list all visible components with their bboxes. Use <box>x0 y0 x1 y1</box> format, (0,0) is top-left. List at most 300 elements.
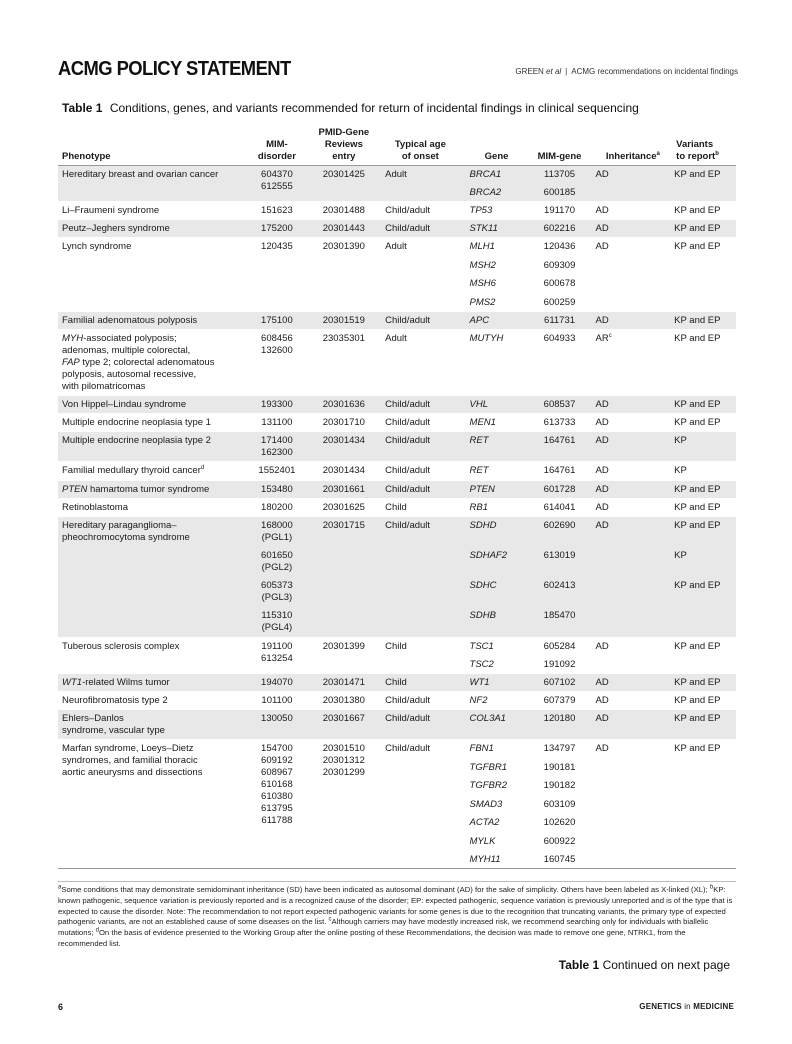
cell-phenotype: Multiple endocrine neoplasia type 1 <box>62 416 211 428</box>
phenotype-line: syndrome, vascular type <box>62 725 165 736</box>
cell-pmid: 20301434 <box>322 464 365 476</box>
cell-mim-gene: 607102 <box>526 674 594 692</box>
gene-symbol: MYLK <box>469 835 496 847</box>
variants-value: KP and EP <box>674 519 721 531</box>
cell-inheritance: AD <box>595 501 609 513</box>
mim-value: 604370 <box>261 168 293 180</box>
cell-phenotype <box>58 461 249 480</box>
cell-mim: 101100 <box>261 695 293 706</box>
running-head-separator: | <box>565 67 568 76</box>
phenotype-gene-italic: FAP <box>62 356 80 368</box>
header-pmid-line2: Reviews <box>324 138 363 150</box>
pmid-value: 20301510 <box>322 743 365 754</box>
continued-text: Continued on next page <box>602 958 730 972</box>
cell-mim-gene: 608537 <box>526 395 594 413</box>
mim-group <box>251 550 302 580</box>
mim-note: (PGL2) <box>261 561 293 573</box>
table-row <box>58 238 736 312</box>
cell-inheritance: AD <box>595 241 609 252</box>
cell-pmid: 20301425 <box>305 165 384 202</box>
mim-value: 171400 <box>261 434 293 446</box>
mim-gene-value: 602690 <box>543 519 576 531</box>
header-mim-disorder-line2: disorder <box>257 150 296 162</box>
cell-phenotype: Tuberous sclerosis complex <box>62 640 180 652</box>
running-head-authors: GREEN <box>515 67 544 76</box>
cell-mim: 193300 <box>249 395 304 413</box>
cell-gene <box>458 516 526 637</box>
cell-mim-gene: 120180 <box>526 710 594 740</box>
cell-variants: KP and EP <box>672 165 736 202</box>
cell-age: Child/adult <box>383 431 457 461</box>
cell-inheritance: AD <box>594 516 673 637</box>
mim-value: 610168 <box>261 779 293 790</box>
gene-symbol: BRCA1 <box>469 168 502 180</box>
footnote-b: KP: known pathogenic, sequence variation is previously reported and is a recognized cause of the disorder; EP: expected pathogenic, sequence variation is previously unreported and is of the type that is expected to cause the disorder. Note: The recommendation to not report expected pathogenic variants for some genes is due to the recognition that truncating variants, the primary type of expected pathogenic variants, are not an established cause of some diseases on the list. <box>58 885 733 927</box>
cell-mim <box>249 165 304 202</box>
mim-gene-value: 113705 <box>544 168 576 180</box>
cell-mim: 1552401 <box>258 464 296 476</box>
cell-mim-gene: 607379 <box>543 695 576 706</box>
table-row <box>58 674 736 692</box>
cell-age: Adult <box>385 241 407 252</box>
cell-inheritance: AD <box>595 640 609 652</box>
cell-pmid: 20301380 <box>322 695 365 706</box>
mim-value: 605373 <box>261 579 293 591</box>
phenotype-text: Familial medullary thyroid cancer <box>62 464 201 476</box>
cell-mim: 194070 <box>249 674 304 692</box>
header-pmid-line1: PMID-Gene <box>318 126 370 138</box>
table-row <box>58 480 736 498</box>
cell-variants: KP and EP <box>672 311 736 329</box>
mim-group <box>251 580 302 610</box>
mim-value: 613254 <box>261 652 293 664</box>
cell-mim-gene: 604933 <box>543 332 576 344</box>
header-mim-disorder-line1: MIM- <box>266 138 288 150</box>
cell-mim <box>249 637 304 674</box>
cell-pmid: 20301399 <box>322 640 365 652</box>
phenotype-line <box>62 357 247 369</box>
gene-symbol: BRCA2 <box>469 187 502 198</box>
mim-value: 613795 <box>261 803 293 814</box>
header-pmid <box>305 121 384 165</box>
cell-inheritance: AD <box>594 674 673 692</box>
mim-value: 612555 <box>261 180 293 192</box>
cell-gene: COL3A1 <box>458 710 526 740</box>
table-row <box>58 220 736 238</box>
mim-value: 608967 <box>261 767 293 778</box>
cell-inheritance: AD <box>594 431 673 461</box>
cell-mim-gene <box>526 637 594 674</box>
cell-pmid: 20301488 <box>322 205 365 216</box>
page-number: 6 <box>58 1002 64 1012</box>
cell-variants: KP <box>674 464 687 476</box>
table-row <box>58 461 736 480</box>
cell-age: Child/adult <box>385 743 431 754</box>
mim-value: 611788 <box>261 815 293 826</box>
header-inheritance-sup: a <box>656 150 660 157</box>
cell-age: Child/adult <box>383 395 457 413</box>
footnote-d-marker: d <box>95 927 99 934</box>
phenotype-sup: d <box>200 464 205 471</box>
gene-symbol: TSC1 <box>469 640 494 652</box>
mim-gene-value: 120436 <box>543 241 576 252</box>
cell-variants: KP and EP <box>674 695 721 706</box>
table-header-row <box>58 121 736 165</box>
cell-gene: PTEN <box>458 480 526 498</box>
cell-gene: RET <box>458 431 526 461</box>
phenotype-line: polyposis, autosomal recessive, <box>62 368 197 380</box>
cell-gene: VHL <box>458 395 526 413</box>
table-row <box>58 413 736 431</box>
cell-phenotype <box>58 674 249 692</box>
mim-gene-value: 191092 <box>543 659 576 670</box>
journal-name <box>639 1002 734 1011</box>
cell-variants: KP and EP <box>672 395 736 413</box>
cell-variants: KP and EP <box>674 640 721 652</box>
phenotype-line: aortic aneurysms and dissections <box>62 767 203 778</box>
gene-symbol: ACTA2 <box>469 817 500 828</box>
phenotype-text: hamartoma tumor syndrome <box>87 483 210 495</box>
phenotype-line: syndromes, and familial thoracic <box>62 755 198 766</box>
gene-symbol: TGFBR1 <box>469 761 508 773</box>
cell-age: Child/adult <box>385 416 431 428</box>
gene-symbol: SMAD3 <box>469 798 503 810</box>
phenotype-line: Hereditary paraganglioma– <box>62 519 177 531</box>
mim-gene-value: 185470 <box>543 609 576 621</box>
pmid-value: 20301299 <box>322 767 365 778</box>
cell-variants: KP <box>672 431 736 461</box>
pmid-value: 20301312 <box>322 755 365 766</box>
cell-mim: 175200 <box>249 220 304 238</box>
gene-symbol: FBN1 <box>469 743 494 754</box>
journal-name-part: GENETICS <box>639 1002 682 1011</box>
mim-value: 162300 <box>261 446 293 458</box>
cell-age: Child/adult <box>385 464 431 476</box>
cell-variants <box>672 516 736 637</box>
footnote-d: On the basis of evidence presented to the Working Group after the online posting of these Recommendations, the decision was made to remove one gene, NTRK1, from the recommended list. <box>58 928 686 948</box>
table-row <box>58 202 736 220</box>
mim-gene-value: 609309 <box>543 259 576 271</box>
cell-phenotype: Familial adenomatous polyposis <box>58 311 249 329</box>
cell-inheritance: AD <box>594 220 673 238</box>
cell-mim-gene: 613733 <box>543 416 576 428</box>
cell-pmid: 20301471 <box>305 674 384 692</box>
cell-inheritance: AD <box>595 743 609 754</box>
cell-phenotype: Peutz–Jeghers syndrome <box>58 220 249 238</box>
cell-gene: MEN1 <box>469 416 496 428</box>
cell-variants: KP and EP <box>674 501 721 513</box>
header-mim-disorder <box>249 121 304 165</box>
cell-inheritance: AD <box>594 710 673 740</box>
cell-gene: MUTYH <box>469 332 504 344</box>
header-age-line2: of onset <box>401 150 439 162</box>
mim-gene-value: 190181 <box>543 761 576 773</box>
variants-value: KP <box>674 549 687 561</box>
cell-mim: 151623 <box>261 205 293 216</box>
phenotype-gene-italic: PTEN <box>62 483 88 495</box>
cell-pmid: 20301390 <box>322 241 365 252</box>
mim-value: 132600 <box>261 344 293 356</box>
phenotype-text: type 2; colorectal adenomatous <box>79 356 215 368</box>
mim-value: 601650 <box>261 549 293 561</box>
cell-mim-gene <box>526 516 594 637</box>
gene-symbol: SDHAF2 <box>469 549 508 561</box>
header-variants-line2 <box>676 151 734 163</box>
cell-pmid: 20301519 <box>305 311 384 329</box>
cell-pmid: 20301625 <box>322 501 365 513</box>
gene-symbol: SDHD <box>469 519 497 531</box>
cell-age: Child/adult <box>383 480 457 498</box>
mim-value: 168000 <box>261 519 293 531</box>
running-head <box>515 67 738 76</box>
cell-inheritance: AD <box>594 480 673 498</box>
table-row <box>58 431 736 461</box>
cell-mim-gene: 602216 <box>526 220 594 238</box>
cell-age: Adult <box>383 165 457 202</box>
footnote-b-marker: b <box>709 884 714 891</box>
phenotype-line: Ehlers–Danlos <box>62 713 124 724</box>
cell-gene: APC <box>458 311 526 329</box>
cell-gene: RB1 <box>469 501 489 513</box>
cell-gene: TP53 <box>469 205 493 216</box>
continued-note <box>559 958 730 972</box>
cell-mim <box>249 740 304 869</box>
cell-phenotype: Hereditary breast and ovarian cancer <box>58 165 249 202</box>
header-mim-gene: MIM-gene <box>526 121 594 165</box>
cell-mim <box>249 329 304 395</box>
cell-mim: 180200 <box>261 501 293 513</box>
mim-gene-value: 600678 <box>543 278 576 289</box>
footnote-block <box>58 885 736 950</box>
gene-symbol: MYH11 <box>469 854 501 865</box>
mim-group <box>251 520 302 550</box>
cell-age: Child/adult <box>385 205 431 216</box>
journal-name-part: in <box>684 1002 691 1011</box>
header-variants-line1: Variants <box>676 138 714 150</box>
cell-inheritance: AD <box>594 395 673 413</box>
table-row <box>58 740 736 869</box>
cell-pmid: 20301443 <box>305 220 384 238</box>
mim-gene-value: 160745 <box>543 854 576 865</box>
cell-gene <box>458 740 526 869</box>
phenotype-line <box>62 333 247 345</box>
table-row <box>58 637 736 674</box>
table-footnotes <box>58 881 736 950</box>
page-header <box>58 58 738 82</box>
inheritance-sup: c <box>608 332 612 339</box>
cell-inheritance: AD <box>595 464 609 476</box>
cell-mim: 131100 <box>261 416 293 428</box>
cell-pmid: 20301667 <box>305 710 384 740</box>
phenotype-gene-italic: WT1 <box>62 677 83 688</box>
cell-phenotype: Neurofibromatosis type 2 <box>62 695 168 706</box>
mim-gene-value: 600185 <box>543 187 576 198</box>
phenotype-line: Marfan syndrome, Loeys–Dietz <box>62 743 194 754</box>
cell-age: Child <box>385 501 407 513</box>
mim-group <box>251 610 302 637</box>
table-caption-label: Table 1 <box>62 101 103 115</box>
cell-age: Child/adult <box>383 311 457 329</box>
running-head-title: ACMG recommendations on incidental findings <box>571 67 738 76</box>
mim-note: (PGL4) <box>261 621 293 633</box>
table-caption-text: Conditions, genes, and variants recommended for return of incidental findings in clinical sequencing <box>109 101 639 115</box>
cell-inheritance: AD <box>594 165 673 202</box>
table-row <box>58 311 736 329</box>
gene-symbol: TGFBR2 <box>469 780 508 791</box>
cell-inheritance <box>594 329 673 395</box>
mim-gene-value: 603109 <box>543 798 576 810</box>
mim-note: (PGL3) <box>261 591 293 603</box>
mim-gene-value: 102620 <box>543 817 576 828</box>
cell-pmid: 20301715 <box>305 516 384 637</box>
mim-gene-value: 600259 <box>543 296 576 308</box>
table-caption <box>62 101 639 115</box>
cell-inheritance: AD <box>594 311 673 329</box>
header-inheritance-text: Inheritance <box>605 150 657 162</box>
table-row <box>58 516 736 637</box>
table-row <box>58 710 736 740</box>
gene-symbol: PMS2 <box>469 296 496 308</box>
cell-mim-gene <box>526 740 594 869</box>
header-variants-sup: b <box>715 150 719 157</box>
phenotype-line: pheochromocytoma syndrome <box>62 531 190 543</box>
mim-value: 610380 <box>261 791 293 802</box>
cell-phenotype: Lynch syndrome <box>62 241 132 252</box>
mim-value: 191100 <box>261 640 293 652</box>
cell-inheritance: AD <box>595 416 609 428</box>
cell-mim: 175100 <box>249 311 304 329</box>
cell-mim-gene <box>526 165 594 202</box>
cell-gene: WT1 <box>458 674 526 692</box>
phenotype-line: adenomas, multiple colorectal, <box>62 344 191 356</box>
gene-symbol: MSH6 <box>469 278 496 289</box>
cell-gene: STK11 <box>458 220 526 238</box>
footnote-c-marker: c <box>328 916 332 923</box>
cell-pmid: 23035301 <box>322 332 365 344</box>
cell-pmid: 20301710 <box>322 416 365 428</box>
cell-phenotype <box>58 516 249 637</box>
table-row <box>58 329 736 395</box>
cell-gene: NF2 <box>469 695 488 706</box>
table-row <box>58 395 736 413</box>
variants-value <box>674 610 734 637</box>
cell-gene <box>458 238 526 312</box>
cell-pmid: 20301636 <box>305 395 384 413</box>
phenotype-text: -associated polyposis; <box>83 332 177 344</box>
cell-mim-gene <box>526 238 594 312</box>
header-variants-text: to report <box>676 150 716 162</box>
cell-variants: KP and EP <box>674 205 721 216</box>
cell-phenotype <box>58 480 249 498</box>
mim-value: 608456 <box>261 332 293 344</box>
cell-variants: KP and EP <box>674 743 721 754</box>
mim-note: (PGL1) <box>261 531 293 543</box>
gene-symbol: SDHB <box>469 609 496 621</box>
gene-symbol: MLH1 <box>469 241 495 252</box>
continued-label: Table 1 <box>558 958 600 972</box>
footnote-c: Although carriers may have modestly increased risk, we recommend searching only for individuals with biallelic mutations; <box>58 917 709 938</box>
cell-mim-gene: 164761 <box>543 464 576 476</box>
cell-mim <box>249 431 304 461</box>
phenotype-gene-italic: MYH <box>62 332 84 344</box>
gene-symbol: SDHC <box>469 579 497 591</box>
cell-age: Child <box>383 674 457 692</box>
cell-age: Child/adult <box>385 695 431 706</box>
cell-variants: KP and EP <box>672 710 736 740</box>
cell-mim-gene: 614041 <box>543 501 576 513</box>
mim-gene-value: 600922 <box>543 835 576 847</box>
cell-gene <box>458 165 526 202</box>
cell-mim <box>249 516 304 637</box>
cell-inheritance: AD <box>595 695 609 706</box>
cell-mim: 120435 <box>261 241 293 252</box>
table-row <box>58 692 736 710</box>
cell-age: Child/adult <box>383 516 457 637</box>
cell-pmid <box>305 740 384 869</box>
cell-phenotype: Multiple endocrine neoplasia type 2 <box>58 431 249 461</box>
mim-gene-value: 613019 <box>543 549 576 561</box>
cell-variants: KP and EP <box>672 674 736 692</box>
header-phenotype: Phenotype <box>58 121 249 165</box>
cell-phenotype: Li–Fraumeni syndrome <box>62 205 160 216</box>
mim-value: 609192 <box>261 755 293 766</box>
footnote-a-marker: a <box>58 884 62 891</box>
inheritance-text: AR <box>595 332 609 344</box>
header-age <box>383 121 457 165</box>
journal-name-part: MEDICINE <box>693 1002 734 1011</box>
mim-value: 154700 <box>261 743 293 754</box>
mim-value: 115310 <box>261 609 293 621</box>
cell-variants: KP and EP <box>674 416 721 428</box>
section-title: ACMG POLICY STATEMENT <box>58 58 291 80</box>
cell-variants: KP and EP <box>672 480 736 498</box>
phenotype-line: with pilomatricomas <box>62 380 146 392</box>
header-variants <box>672 121 736 165</box>
table-row <box>58 498 736 516</box>
footnote-a: Some conditions that may demonstrate semidominant inheritance (SD) have been indicated as autosomal dominant (AD) for the sake of simplicity. Others have been labeled as X-linked (XL); <box>61 885 708 894</box>
cell-age: Adult <box>385 332 407 344</box>
genes-table <box>58 121 736 869</box>
cell-phenotype: Retinoblastoma <box>62 501 129 513</box>
mim-gene-value: 134797 <box>543 743 576 754</box>
cell-age: Child/adult <box>383 710 457 740</box>
cell-phenotype <box>58 740 249 869</box>
cell-mim-gene: 611731 <box>526 311 594 329</box>
cell-mim-gene: 164761 <box>526 431 594 461</box>
cell-mim: 153480 <box>249 480 304 498</box>
mim-gene-value: 602413 <box>543 579 576 591</box>
cell-gene <box>458 637 526 674</box>
cell-phenotype <box>58 329 249 395</box>
cell-age: Child <box>385 640 407 652</box>
mim-gene-value: 605284 <box>543 640 576 652</box>
running-head-etal: et al <box>546 67 562 76</box>
header-gene: Gene <box>458 121 526 165</box>
phenotype-text: -related Wilms tumor <box>82 677 170 688</box>
cell-variants: KP and EP <box>674 332 721 344</box>
header-inheritance <box>594 121 673 165</box>
cell-pmid: 20301661 <box>305 480 384 498</box>
table-row <box>58 165 736 202</box>
cell-mim-gene: 601728 <box>526 480 594 498</box>
variants-value: KP and EP <box>674 579 721 591</box>
cell-phenotype <box>58 710 249 740</box>
gene-symbol: TSC2 <box>469 659 494 670</box>
cell-gene: RET <box>469 464 489 476</box>
gene-symbol: MSH2 <box>469 259 496 271</box>
cell-mim: 130050 <box>249 710 304 740</box>
cell-mim-gene: 191170 <box>544 205 576 216</box>
